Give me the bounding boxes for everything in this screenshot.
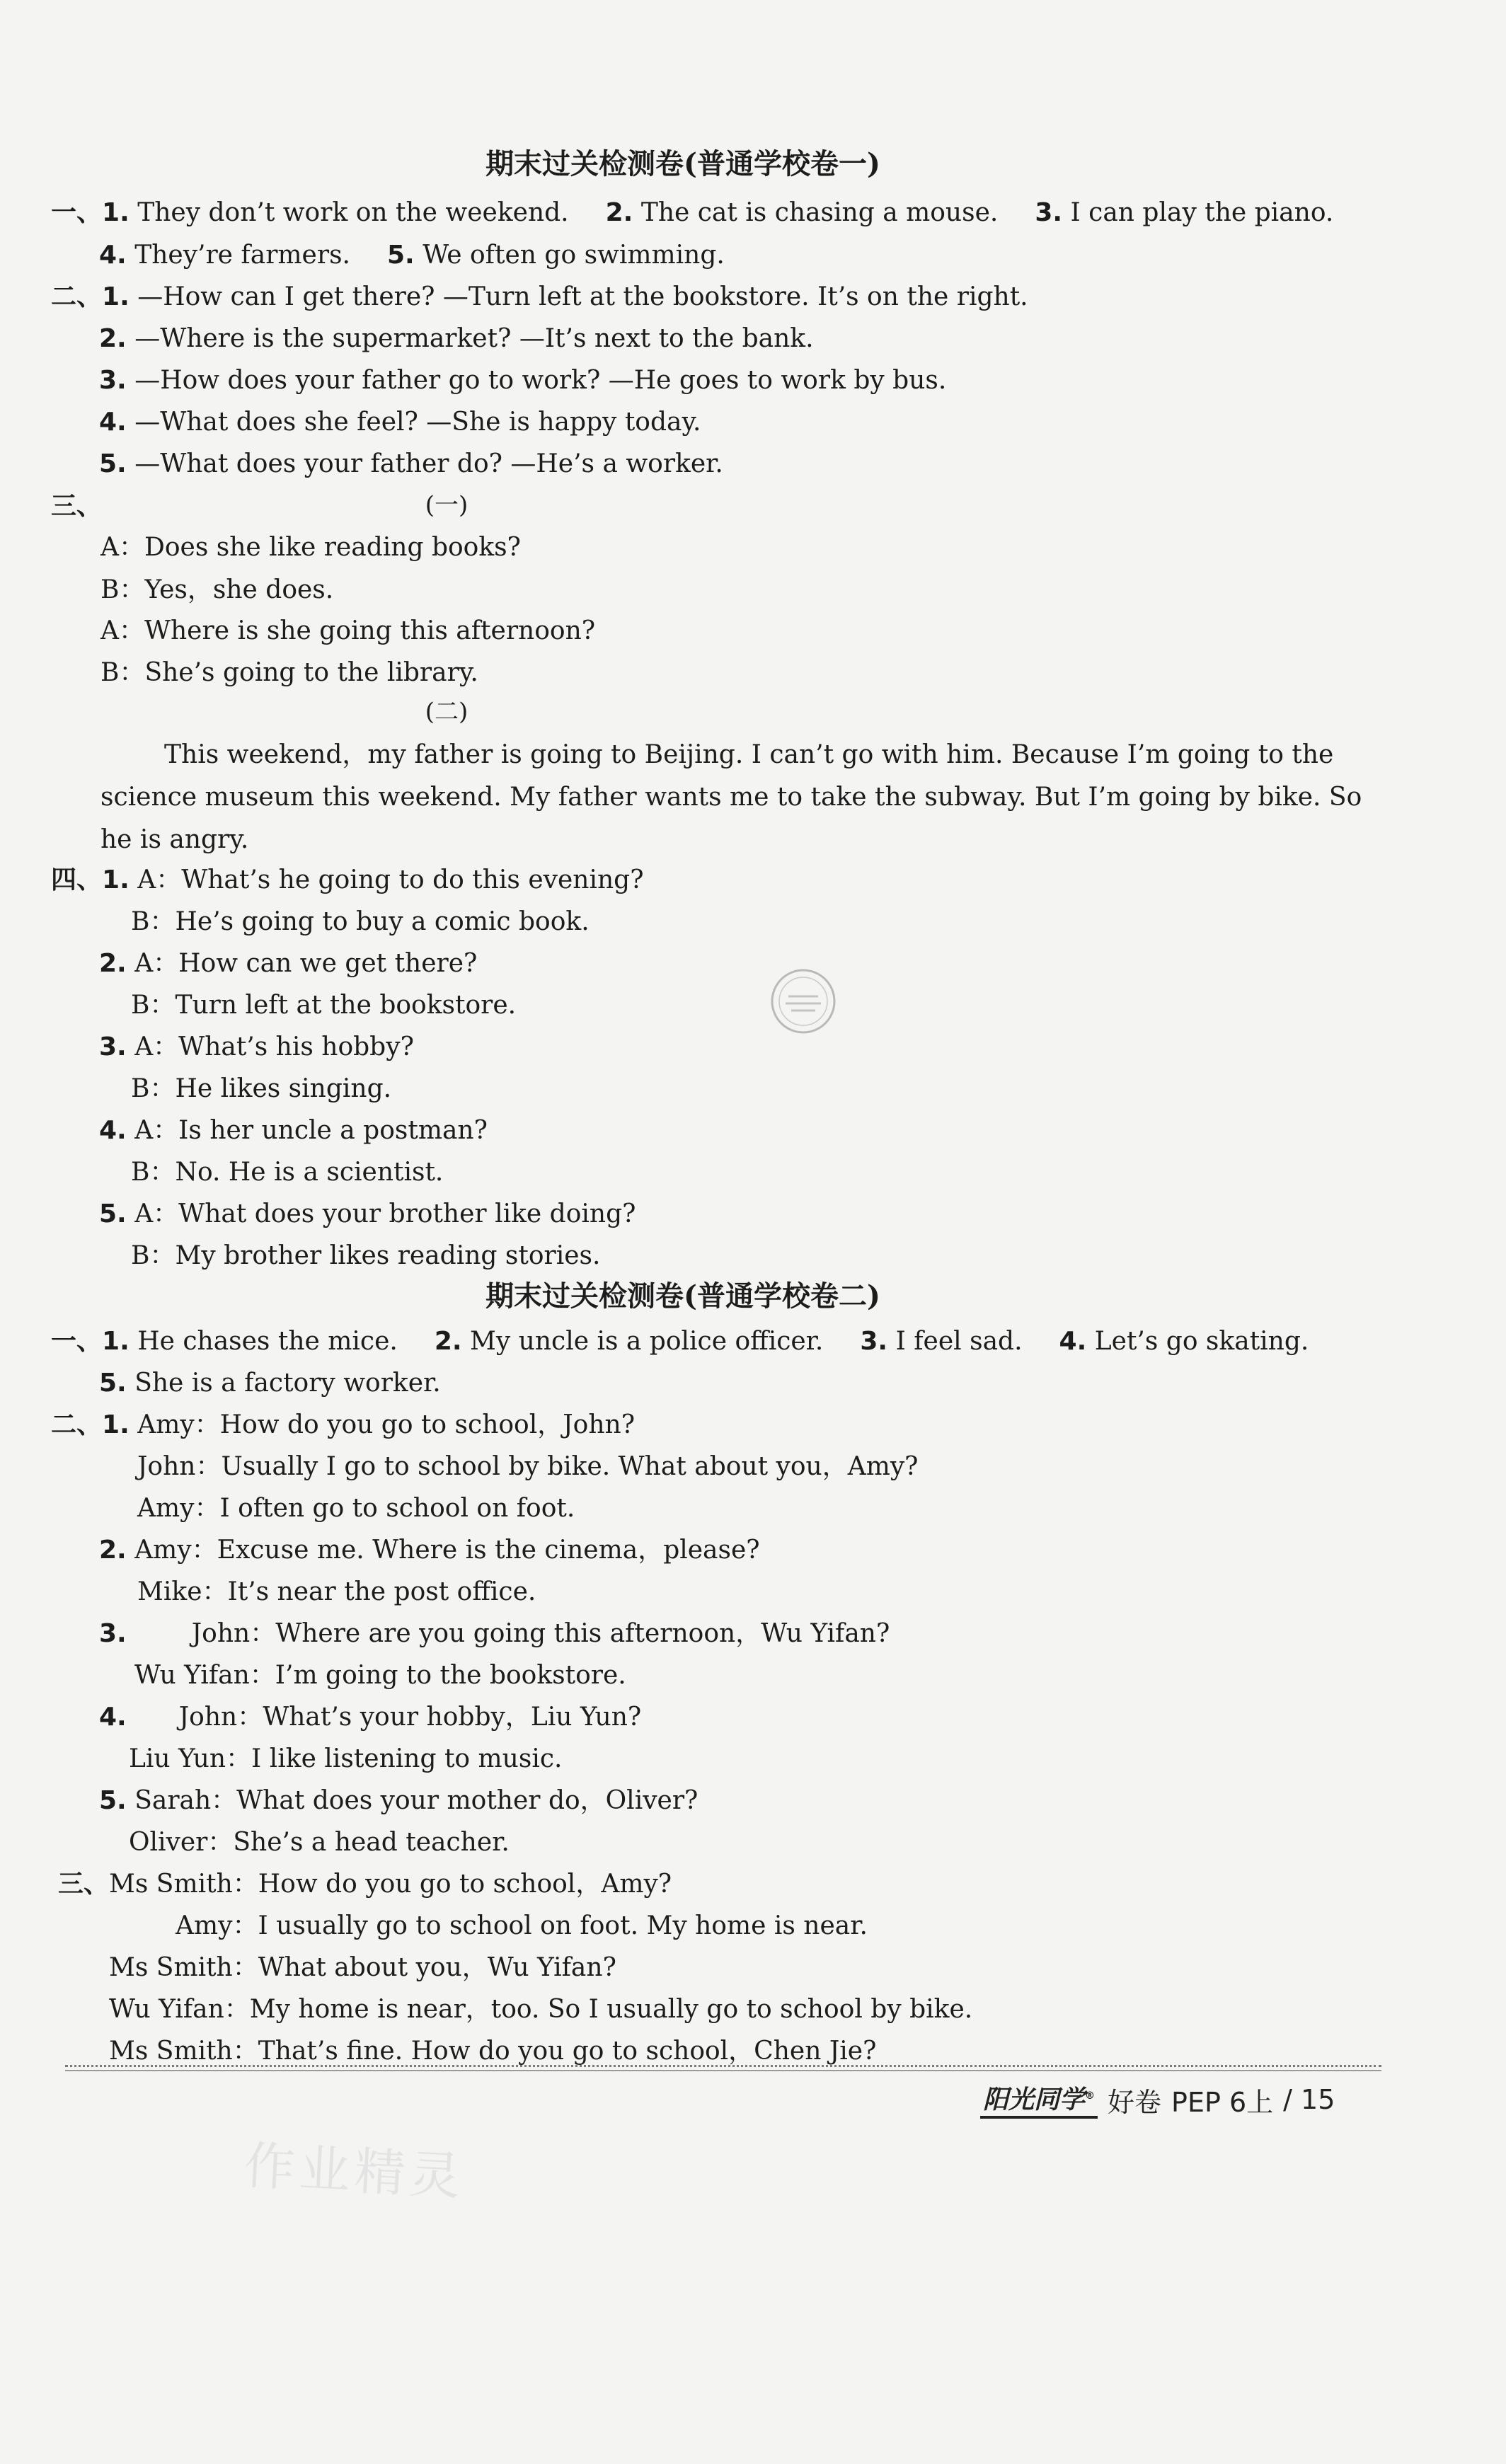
s1-p4-q3b: B：He likes singing. [131,1074,392,1103]
item-number: 3. [99,1032,127,1061]
s1-p1-answer-1: They don’t work on the weekend. [137,198,569,227]
item-number: 5. [99,1199,127,1228]
item-number: 3. [99,366,127,395]
item-number: 5. [99,1786,127,1815]
series-label: 好卷 [1108,2086,1162,2118]
s1-p4-q2a [99,947,477,981]
s1-part2-line5 [99,447,723,481]
s1-p4-q1a [51,863,644,897]
item-number: 4. [99,408,127,437]
s2-p2-q1-line1 [51,1408,635,1442]
s2-p3-line: Ms Smith：How do you go to school，Amy? [109,1870,672,1899]
s1-p3-dialog-3: A：Where is she going this afternoon? [100,616,596,645]
s1-p2-answer-3: —How does your father go to work? —He goes to work by bus. [134,366,947,395]
s2-p2-q3-line1 [99,1617,890,1651]
s2-p3-line2: Amy：I usually go to school on foot. My home is near. [176,1911,868,1940]
s1-p4-line: A：What does your brother like doing? [134,1199,636,1228]
page-number: / 15 [1283,2084,1335,2115]
s1-part2-line3 [99,364,946,398]
s2-p3-line4: Wu Yifan：My home is near，too. So I usually go to school by bike. [109,1995,973,2024]
section2-title: 期末过关检测卷(普通学校卷二) [485,1279,880,1313]
s1-p4-q5b: B：My brother likes reading stories. [131,1241,601,1270]
item-number: 1. [102,1327,130,1356]
s2-part1-label: 一、 [51,1327,103,1356]
brand-logo [980,2080,1098,2119]
s1-p4-q4b: B：No. He is a scientist. [131,1158,444,1187]
s2-p2-line: Amy：How do you go to school，John? [137,1410,636,1439]
item-number: 2. [99,324,127,353]
s1-part3-label: 三、 [51,492,103,521]
s1-part2-line1 [51,280,1028,314]
brand-name: 阳光同学 [983,2085,1086,2114]
s2-p1-answer-3: I feel sad. [895,1327,1023,1356]
s2-part1-line1 [51,1325,1309,1359]
s1-p3-dialog-2: B：Yes，she does. [100,575,334,604]
circular-stamp-icon [764,962,842,1040]
item-number: 1. [102,282,130,311]
s1-p4-line: A：How can we get there? [134,949,478,978]
s1-p2-answer-4: —What does she feel? —She is happy today. [134,408,701,437]
s1-part1-label: 一、 [51,198,103,227]
s2-p1-answer-5: She is a factory worker. [134,1369,441,1398]
s2-p2-q5-line2: Oliver：She’s a head teacher. [129,1828,510,1857]
s1-p2-answer-5: —What does your father do? —He’s a worker. [134,449,723,478]
s1-p4-line: A：Is her uncle a postman? [134,1116,488,1145]
footer-rule-solid [65,2070,1381,2071]
item-number: 4. [99,241,127,270]
item-number: 3. [99,1619,127,1648]
item-number: 1. [102,198,130,227]
s1-p3-dialog-1: A：Does she like reading books? [100,533,521,562]
s2-p2-q3-line2: Wu Yifan：I’m going to the bookstore. [134,1661,626,1690]
s1-part1-line1 [51,196,1333,230]
s1-part2-line4 [99,405,701,439]
s1-p4-q3a [99,1030,414,1064]
s1-p1-answer-3: I can play the piano. [1070,198,1334,227]
item-number: 4. [99,1703,127,1732]
s1-p4-q4a [99,1114,488,1148]
s2-p2-line: John：What’s your hobby，Liu Yun? [178,1703,642,1732]
item-number: 3. [1035,198,1063,227]
s1-part3-sub2: (二) [425,698,469,726]
s2-part3-label: 三、 [58,1870,110,1899]
s1-p4-q1b: B：He’s going to buy a comic book. [131,907,590,936]
s1-p1-answer-4: They’re farmers. [134,241,350,270]
s1-part2-line2 [99,322,814,356]
s2-p2-q4-line1 [99,1700,641,1734]
s1-p4-line: A：What’s he going to do this evening? [137,865,644,894]
s2-p2-q4-line2: Liu Yun：I like listening to music. [129,1744,563,1773]
s1-p2-answer-1: —How can I get there? —Turn left at the bookstore. It’s on the right. [137,282,1028,311]
edition-label: PEP 6上 [1171,2086,1274,2118]
s2-part1-line2 [99,1366,441,1400]
s2-p1-answer-2: My uncle is a police officer. [470,1327,824,1356]
brand-mark: ® [1085,2090,1096,2102]
s2-p2-line: Amy：Excuse me. Where is the cinema，please? [134,1536,760,1565]
item-number: 5. [387,241,415,270]
s1-p3-dialog-4: B：She’s going to the library. [100,658,478,687]
s1-p3-passage: This weekend，my father is going to Beijing. I can’t go with him. Because I’m going to the science museum this weekend. My father wants me to take the subway. But I’m going by bike. So he is angry. [100,740,1362,854]
s1-p4-q2b: B：Turn left at the bookstore. [131,991,517,1020]
s2-p2-q5-line1 [99,1784,698,1818]
item-number: 4. [1059,1327,1087,1356]
s1-part2-label: 二、 [51,282,103,311]
s2-part2-label: 二、 [51,1410,103,1439]
section1-title: 期末过关检测卷(普通学校卷一) [485,147,880,180]
s2-p2-line: Sarah：What does your mother do，Oliver? [134,1786,699,1815]
s1-part3-sub1: (一) [425,491,469,519]
item-number: 4. [99,1116,127,1145]
footer-rule [65,2065,1381,2067]
s1-p1-answer-5: We often go swimming. [423,241,725,270]
item-number: 3. [860,1327,888,1356]
s1-p4-q5a [99,1197,636,1231]
s2-p2-q2-line1 [99,1533,760,1567]
item-number: 2. [605,198,633,227]
item-number: 2. [99,1536,127,1565]
s1-part1-line2 [99,238,725,272]
s1-p4-line: A：What’s his hobby? [134,1032,414,1061]
s2-p2-q2-line2: Mike：It’s near the post office. [137,1577,536,1606]
item-number: 5. [99,1369,127,1398]
item-number: 5. [99,449,127,478]
s2-p2-q1-line3: Amy：I often go to school on foot. [137,1494,575,1523]
s1-part4-label: 四、 [51,865,103,894]
s2-p2-q1-line2: John：Usually I go to school by bike. What about you，Amy? [137,1452,919,1481]
s2-p3-line1 [58,1867,672,1901]
item-number: 1. [102,1410,130,1439]
page-footer [980,2077,1335,2122]
s1-p2-answer-2: —Where is the supermarket? —It’s next to the bank. [134,324,814,353]
s2-p1-answer-1: He chases the mice. [137,1327,398,1356]
s2-p3-line3: Ms Smith：What about you，Wu Yifan? [109,1953,616,1982]
s1-p1-answer-2: The cat is chasing a mouse. [640,198,999,227]
s2-p3-line5: Ms Smith：That’s fine. How do you go to school，Chen Jie? [109,2037,877,2066]
item-number: 1. [102,865,130,894]
s2-p2-line: John：Where are you going this afternoon，Wu Yifan? [191,1619,890,1648]
s2-p1-answer-4: Let’s go skating. [1094,1327,1309,1356]
watermark: 作业精灵 [242,2135,466,2207]
item-number: 2. [99,949,127,978]
item-number: 2. [434,1327,462,1356]
